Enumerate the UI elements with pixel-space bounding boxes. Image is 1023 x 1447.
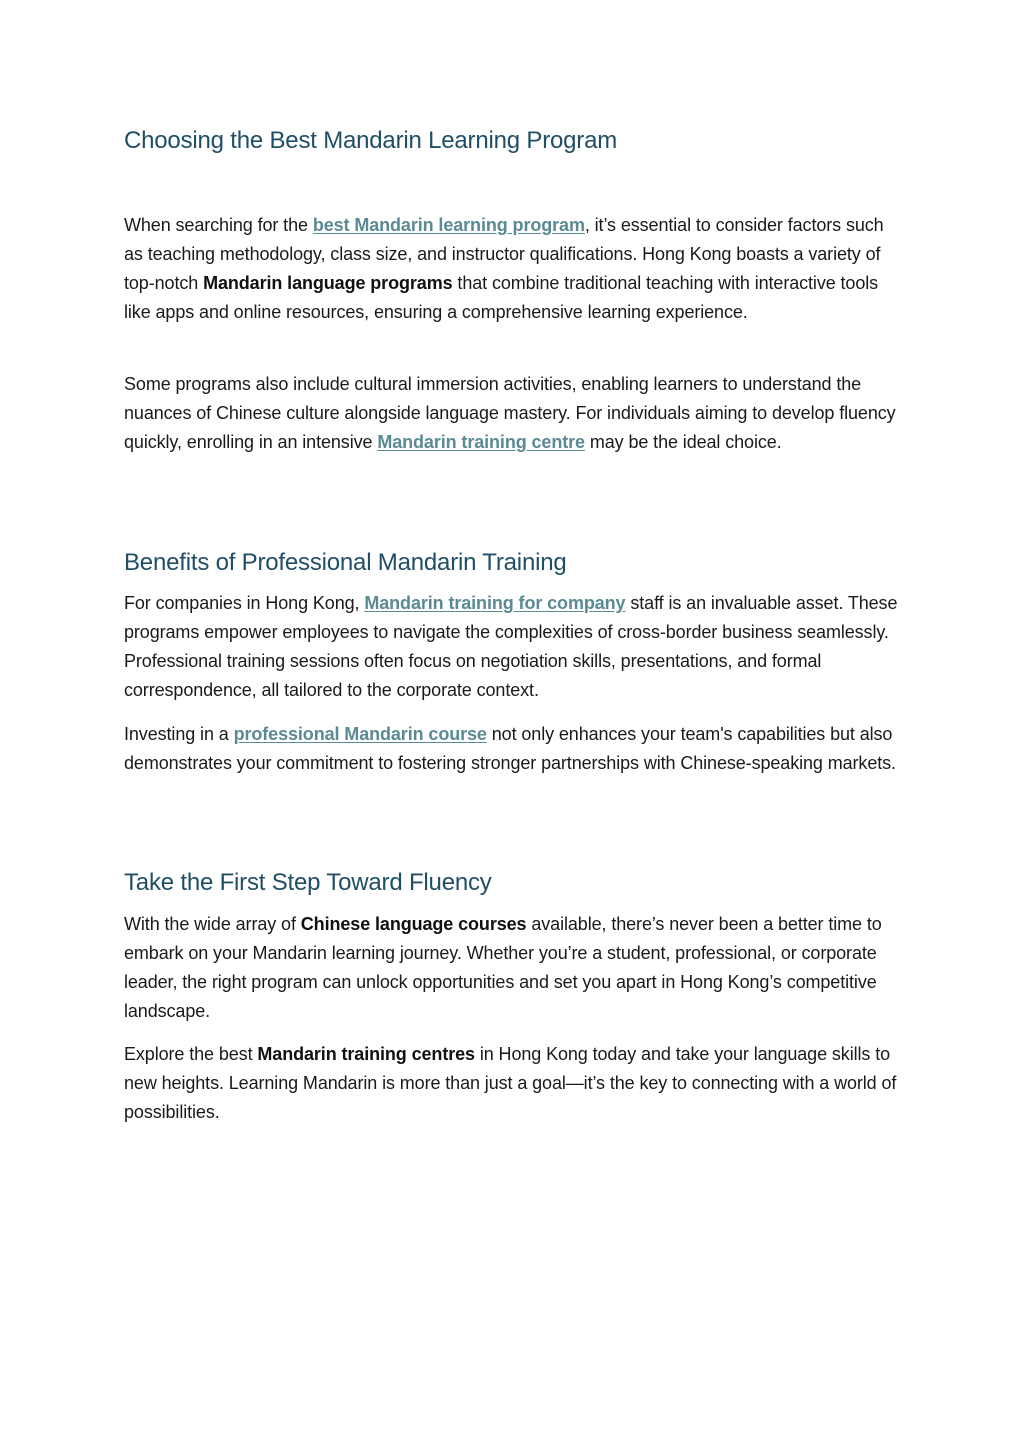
text-run: not only enhances your team's capabilities but also demonstrates your commitment to fostering stronger partnerships with Chinese-speaking markets. — [124, 724, 896, 773]
link-mandarin-training-for-company[interactable]: Mandarin training for company — [364, 593, 626, 613]
text-run: in Hong Kong today and take your language skills to new heights. Learning Mandarin is more than just a goal—it’s the key to connecting with a world of possibilities. — [124, 1044, 897, 1122]
text-run: When searching for the — [124, 215, 313, 235]
text-run: staff is an invaluable asset. These programs empower employees to navigate the complexities of cross-border business seamlessly. Professional training sessions often focus on negotiation skills, presentations, and formal correspondence, all tailored to the corporate context. — [124, 593, 898, 700]
bold-mandarin-training-centres: Mandarin training centres — [257, 1044, 475, 1064]
link-best-mandarin-learning-program[interactable]: best Mandarin learning program — [312, 215, 585, 235]
paragraph-first-step-2 — [124, 1040, 899, 1127]
text-run: Some programs also include cultural immersion activities, enabling learners to understand the nuances of Chinese culture alongside language mastery. For individuals aiming to develop fluency quickly, enrolling in an intensive — [124, 374, 896, 452]
text-run: With the wide array of — [124, 914, 301, 934]
text-run: that combine traditional teaching with interactive tools like apps and online resources, ensuring a comprehensive learning experience. — [124, 273, 879, 322]
text-run: may be the ideal choice. — [584, 432, 782, 452]
paragraph-benefits-1 — [124, 589, 899, 705]
section-heading-first-step: Take the First Step Toward Fluency — [124, 869, 492, 896]
paragraph-benefits-2 — [124, 720, 899, 778]
paragraph-choosing-program-1 — [124, 211, 899, 327]
paragraph-choosing-program-2 — [124, 370, 899, 457]
paragraph-first-step-1 — [124, 910, 899, 1026]
text-run: Investing in a — [124, 724, 234, 744]
link-mandarin-training-centre[interactable]: Mandarin training centre — [377, 432, 585, 452]
text-run: , it’s essential to consider factors such as teaching methodology, class size, and instructor qualifications. Hong Kong boasts a variety of top-notch — [124, 215, 884, 293]
section-heading-benefits: Benefits of Professional Mandarin Training — [124, 549, 567, 576]
text-run: For companies in Hong Kong, — [124, 593, 365, 613]
bold-mandarin-language-programs: Mandarin language programs — [203, 273, 453, 293]
link-professional-mandarin-course[interactable]: professional Mandarin course — [233, 724, 487, 744]
text-run: Explore the best — [124, 1044, 258, 1064]
bold-chinese-language-courses: Chinese language courses — [300, 914, 527, 934]
text-run: available, there’s never been a better time to embark on your Mandarin learning journey. Whether you’re a student, professional, or corporate leader, the right program can unlock opportunities and set you apart in Hong Kong’s competitive landscape. — [124, 914, 882, 1021]
section-heading-choosing-program: Choosing the Best Mandarin Learning Program — [124, 127, 618, 154]
